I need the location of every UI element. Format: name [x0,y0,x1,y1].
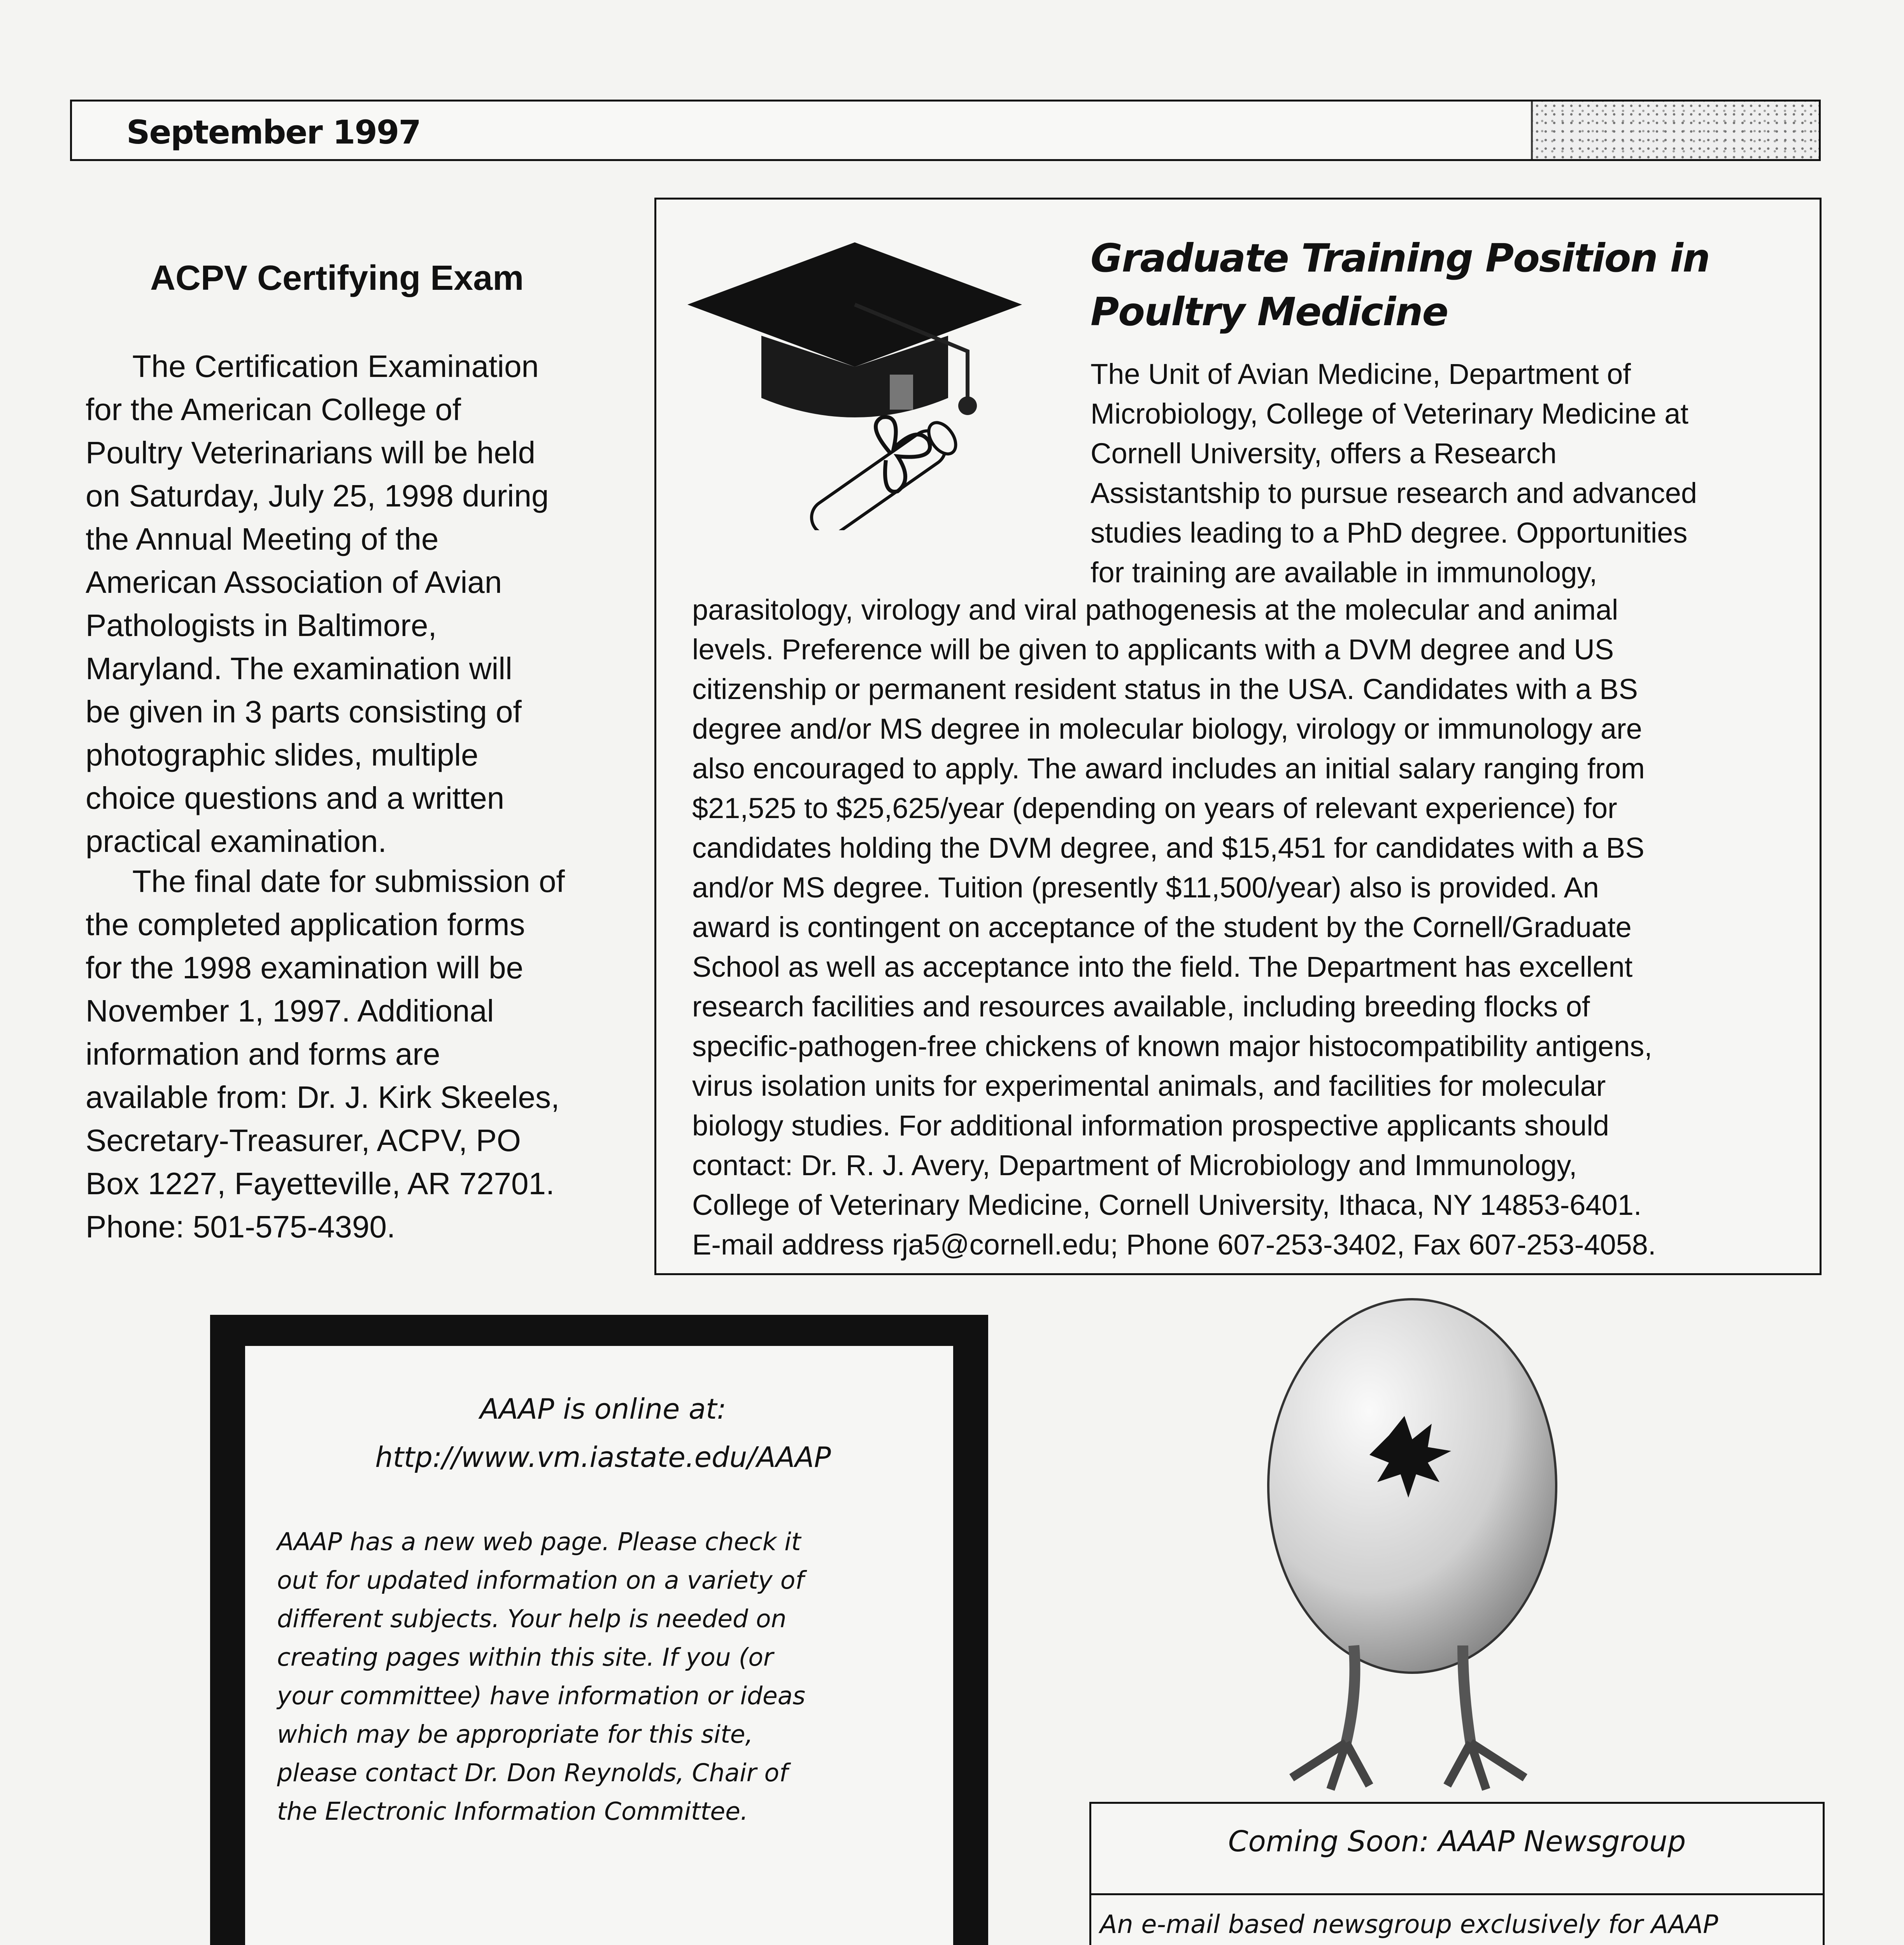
screen-url-link[interactable]: http://www.vm.iastate.edu/AAAP [375,1441,831,1474]
newsgroup-body: An e-mail based newsgroup exclusively for AAAP [1100,1910,1718,1939]
graduate-title: Graduate Training Position in Poultry Medicine [1091,235,1709,335]
header-date: September 1997 [126,113,421,151]
graduate-text-bottom: parasitology, virology and viral pathogenesis at the molecular and animal levels. Preference will be given to applicants with a DVM degree and US citizenship or permanent resident status in the USA. Candidates with a BS degree and/or MS degree in molecular biology, virology or immunology are also encouraged to apply. The award includes an initial salary ranging from $21,525 to $25,625/year (depending on years of relevant experience) for candidates holding the DVM degree, and $15,451 for candidates with a BS and/or MS degree. Tuition (presently $11,500/year) also is provided. An award is contingent on acceptance of the student by the Cornell/Graduate School as well as acceptance into the field. The Department has excellent research facilities and resources available, including breeding flocks of specific-pathogen-free chickens of known major histocompatibility antigens, virus isolation units for experimental animals, and facilities for molecular biology studies. For additional information prospective applicants should contact: Dr. R. J. Avery, Department of Microbiology and Immunology, College of Veterinary Medicine, Cornell University, Ithaca, NY 14853-6401. E-mail address rja5@cornell.edu; Phone 607-253-3402, Fax 607-253-4058. [692,594,1656,1261]
acpv-title: ACPV Certifying Exam [150,259,524,298]
graduation-cap-icon [672,235,1038,530]
graduate-box [654,198,1822,1275]
hatching-chick-illustration [1229,1284,1599,1809]
acpv-paragraph-1: The Certification Examination for the American College of Poultry Veterinarians will be held on Saturday, July 25, 1998 during the Annual Meeting of the American Association of Avian Pathologists in Baltimore, Maryland. The examination will be given in 3 parts consisting of photographic slides, multiple choice questions and a written practical examination. [86,349,549,859]
newsgroup-box [1089,1802,1825,1945]
newsgroup-divider [1091,1893,1823,1895]
acpv-paragraph-2: The final date for submission of the completed application forms for the 1998 examination will be November 1, 1997. Additional information and forms are available from: Dr. J. Kirk Skeeles, Secretary-Treasurer, ACPV, PO Box 1227, Fayetteville, AR 72701. Phone: 501-575-4390. [86,864,565,1244]
newsgroup-title: Coming Soon: AAAP Newsgroup [1228,1825,1686,1858]
screen-body-text: AAAP has a new web page. Please check it out for updated information on a variety of different subjects. Your help is needed on creating pages within this site. If you (or your committee) have information or ideas which may be appropriate for this site, please contact Dr. Don Reynolds, Chair of the Electronic Information Committee. [277,1528,806,1826]
header-bar [70,100,1821,161]
graduate-text-top: The Unit of Avian Medicine, Department of Microbiology, College of Veterinary Medicine at Cornell University, offers a Research Assistantship to pursue research and advanced studies leading to a PhD degree. Opportunities for training are available in immunology, [1091,358,1697,589]
online-heading: AAAP is online at: [480,1393,726,1425]
header-speckle [1531,102,1819,159]
